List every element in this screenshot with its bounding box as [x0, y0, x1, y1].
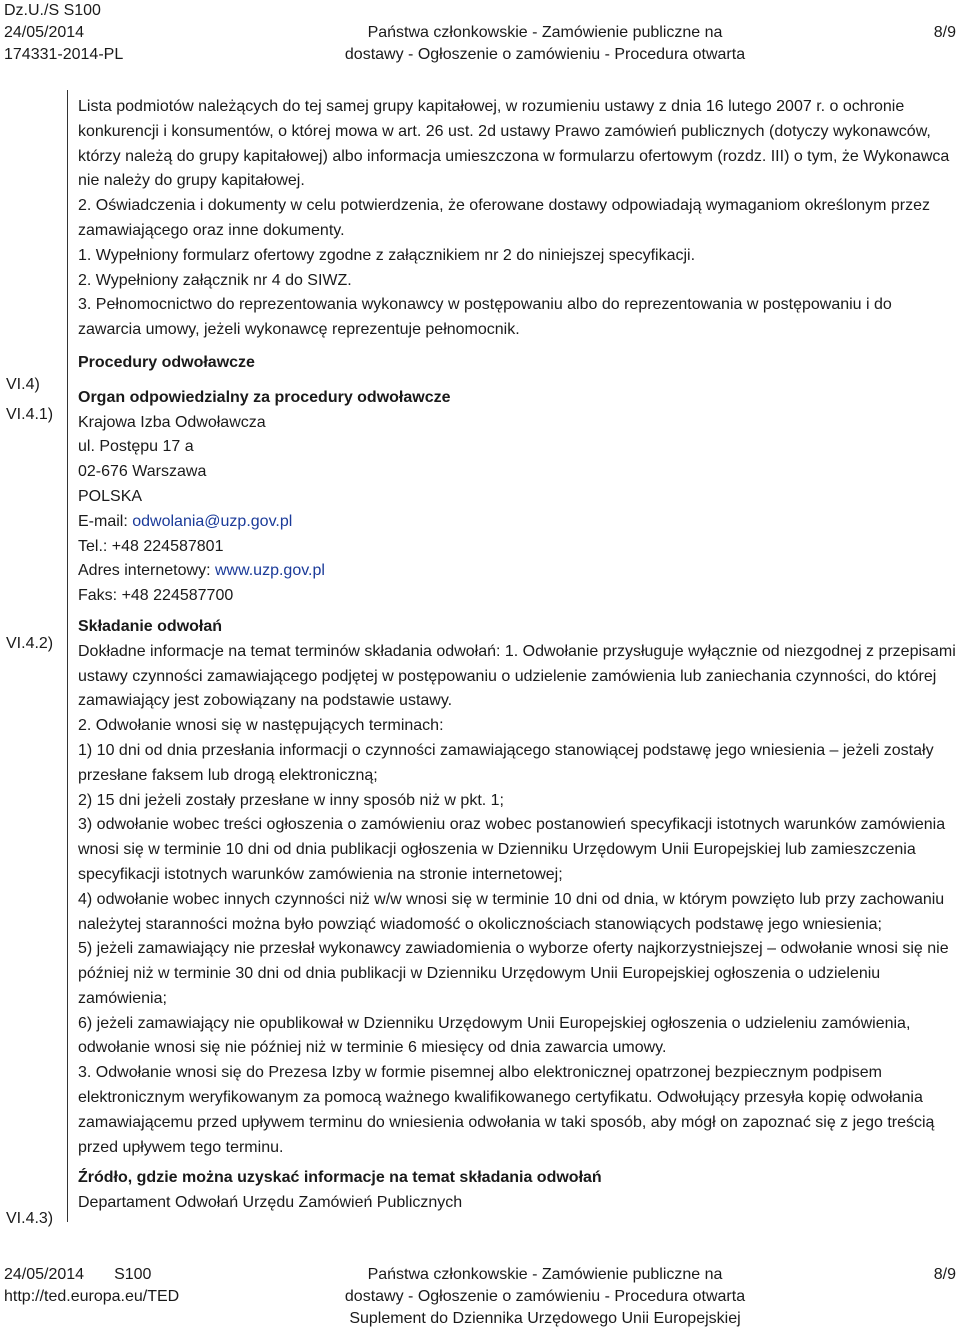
section-number-vi42: VI.4.2) — [6, 635, 54, 652]
review-body-city: 02-676 Warszawa — [78, 463, 207, 481]
footer-reference — [4, 1264, 179, 1308]
appeal-paragraph: 6) jeżeli zamawiający nie opublikował w Dzienniku Urzędowym Unii Europejskiej ogłoszenia o udzieleniu zamówienia, odwołanie wnosi się nie później niż w terminie 6 miesięcy od dnia zawarcia umowy. — [78, 1014, 911, 1057]
intro-paragraph: 3. Pełnomocnictwo do reprezentowania wykonawcy w postępowaniu albo do reprezentowania w postępowaniu i do zawarcia umowy, jeżeli wykonawcę reprezentuje pełnomocnik. — [78, 296, 892, 339]
intro-paragraph: 2. Wypełniony załącznik nr 4 do SIWZ. — [78, 271, 352, 289]
footer-url[interactable]: http://ted.europa.eu/TED — [4, 1288, 180, 1305]
appeal-paragraph: 3) odwołanie wobec treści ogłoszenia o zamówieniu oraz wobec postanowień specyfikacji istotnych warunków zamówienia wnosi się w terminie 10 dni od dnia publikacji ogłoszenia w Dzienniku Urzędowym Unii Europejskiej lub zamieszczenia specyfikacji istotnych warunków zamówienia na stronie internetowej; — [78, 816, 946, 883]
footer-series: S100 — [114, 1266, 152, 1283]
review-body-street: ul. Postępu 17 a — [78, 438, 194, 456]
appeal-paragraph: 5) jeżeli zamawiający nie przesłał wykonawcy zawiadomienia o wyborze oferty najkorzystniejszej – odwołanie wnosi się nie później niż w terminie 30 dni od dnia publikacji w Dzienniku Urzędowym Unii Europejskiej ogłoszenia o udzieleniu zamówienia; — [78, 940, 949, 1007]
appeal-paragraph: 2. Odwołanie wnosi się w następujących terminach: — [78, 717, 444, 735]
section-number-vi43: VI.4.3) — [6, 1210, 54, 1227]
section-title-vi43: Źródło, gdzie można uzyskać informacje na temat składania odwołań — [78, 1169, 602, 1187]
review-body-fax: Faks: +48 224587700 — [78, 587, 234, 605]
header-title-line-2: dostawy - Ogłoszenie o zamówieniu - Procedura otwarta — [344, 46, 746, 63]
intro-paragraph: 2. Oświadczenia i dokumenty w celu potwierdzenia, że oferowane dostawy odpowiadają wymaganiom określonym przez zamawiającego oraz inne dokumenty. — [78, 197, 930, 239]
header-journal: Dz.U./S S100 — [4, 2, 101, 19]
section-number-vi4: VI.4) — [6, 376, 40, 393]
header-page-number: 8/9 — [933, 24, 956, 41]
review-body-phone: Tel.: +48 224587801 — [78, 537, 224, 555]
web-label: Adres internetowy: — [78, 562, 215, 580]
document-body — [78, 95, 958, 1216]
header-reference — [4, 0, 123, 66]
footer-page-number: 8/9 — [933, 1266, 956, 1283]
intro-paragraph: Lista podmiotów należących do tej samej grupy kapitałowej, w rozumieniu ustawy z dnia 16 lutego 2007 r. o ochronie konkurencji i konsumentów, o której mowa w art. 26 ust. 2d ustawy Prawo zamówień publicznych (dotyczy wykonawców, którzy należą do grupy kapitałowej) albo informacja umieszczona w formularzu ofertowym (rozdz. III) o tym, że Wykonawca nie należy do grupy kapitałowej. — [78, 98, 950, 190]
appeal-info-source: Departament Odwołań Urzędu Zamówień Publicznych — [78, 1194, 463, 1212]
intro-paragraph: 1. Wypełniony formularz ofertowy zgodne z załącznikiem nr 2 do niniejszej specyfikacji. — [78, 246, 696, 264]
review-body-web-row — [78, 559, 958, 584]
footer-title-line-3: Suplement do Dziennika Urzędowego Unii Europejskiej — [349, 1310, 741, 1327]
section-title-vi42: Składanie odwołań — [78, 617, 223, 635]
section-number-vi41: VI.4.1) — [6, 406, 54, 423]
page-header — [0, 0, 960, 70]
footer-title — [300, 1264, 790, 1330]
review-body-name: Krajowa Izba Odwoławcza — [78, 413, 266, 431]
email-label: E-mail: — [78, 512, 133, 530]
footer-title-line-1: Państwa członkowskie - Zamówienie publiczne na — [367, 1266, 723, 1283]
appeal-paragraph: Dokładne informacje na temat terminów składania odwołań: 1. Odwołanie przysługuje wyłącznie od niezgodnej z przepisami ustawy czynności zamawiającego podjętej w postępowaniu o udzielenie zamówienia lub zaniechania czynności, do której zamawiający jest zobowiązany na podstawie ustawy. — [78, 642, 956, 710]
appeal-paragraph: 1) 10 dni od dnia przesłania informacji o czynności zamawiającego stanowiącej podstawę jego wniesienia – jeżeli zostały przesłane faksem lub drogą elektroniczną; — [78, 741, 934, 784]
page-footer — [0, 1262, 960, 1334]
header-notice-id: 174331-2014-PL — [4, 46, 124, 63]
section-title-vi41: Organ odpowiedzialny za procedury odwoławcze — [78, 388, 451, 406]
appeal-paragraph: 3. Odwołanie wnosi się do Prezesa Izby w formie pisemnej albo elektronicznej opatrzonej bezpiecznym podpisem elektronicznym weryfikowanym za pomocą ważnego kwalifikowanego certyfikatu. Odwołujący przesyła kopię odwołania zamawiającemu przed upływem terminu do wniesienia odwołania w taki sposób, aby mógł on zapoznać się z jego treścią przed upływem tego terminu. — [78, 1064, 935, 1156]
footer-title-line-2: dostawy - Ogłoszenie o zamówieniu - Procedura otwarta — [344, 1288, 746, 1305]
section-title-vi4: Procedury odwoławcze — [78, 353, 255, 371]
review-body-country: POLSKA — [78, 487, 143, 505]
header-title — [300, 22, 790, 66]
web-link[interactable]: www.uzp.gov.pl — [214, 562, 325, 580]
appeal-paragraph: 2) 15 dni jeżeli zostały przesłane w inny sposób niż w pkt. 1; — [78, 791, 504, 809]
appeal-paragraph: 4) odwołanie wobec innych czynności niż w/w wnosi się w terminie 10 dni od dnia, w którym powzięto lub przy zachowaniu należytej staranności można było powziąć wiadomość o okolicznościach stanowiących podstawę jego wniesienia; — [78, 890, 945, 933]
footer-date: 24/05/2014 — [4, 1266, 85, 1283]
email-link[interactable]: odwolania@uzp.gov.pl — [132, 512, 293, 530]
left-margin-rule — [67, 90, 68, 1222]
review-body-email-row — [78, 510, 958, 535]
header-title-line-1: Państwa członkowskie - Zamówienie publiczne na — [367, 24, 723, 41]
header-date: 24/05/2014 — [4, 24, 85, 41]
